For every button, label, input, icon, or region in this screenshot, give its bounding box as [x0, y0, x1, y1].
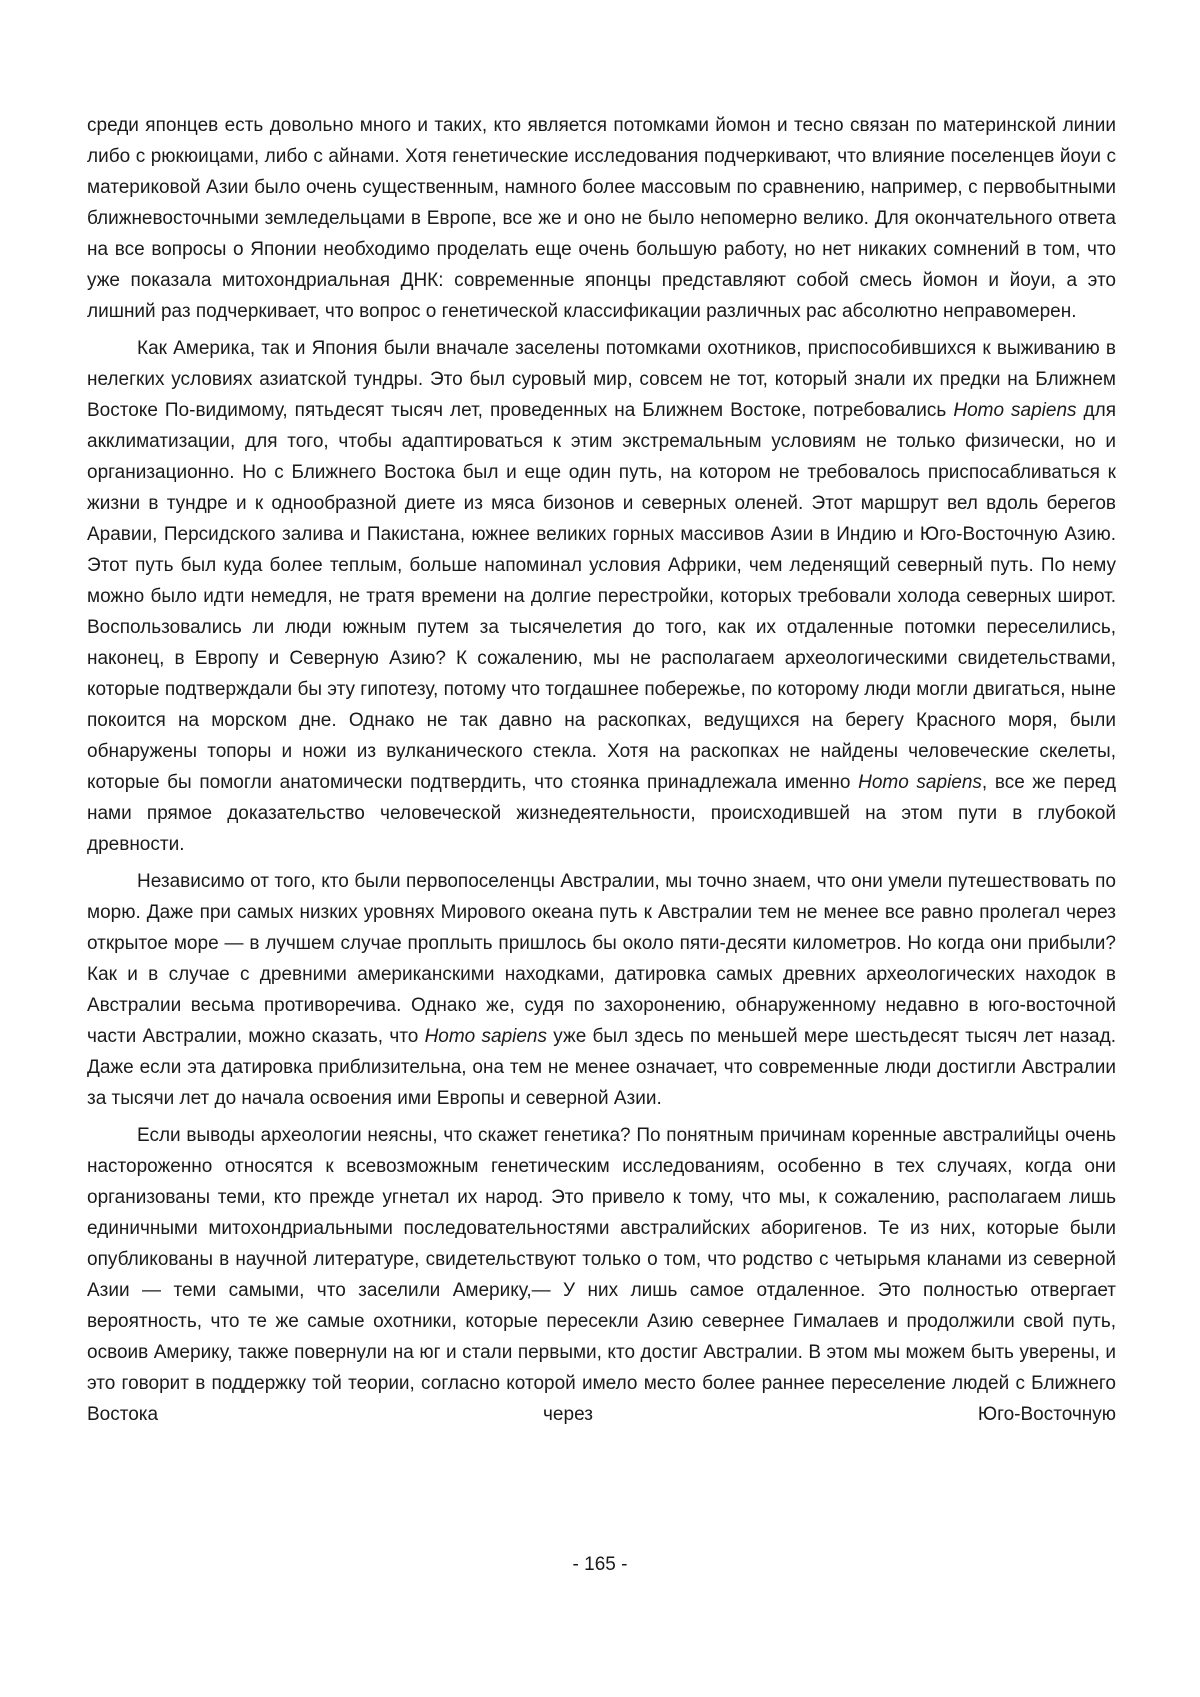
italic-term: Homo sapiens — [424, 1026, 547, 1047]
page-number: - 165 - — [572, 1554, 628, 1575]
italic-term: Homo sapiens — [953, 400, 1077, 421]
paragraph-2 — [87, 333, 1116, 860]
paragraph-3 — [87, 866, 1116, 1114]
text-run: среди японцев есть довольно много и таких, кто является потомками йомон и тесно связан по материнской линии либо с рюкюицами, либо с айнами. Хотя генетические исследования подчеркивают, что влияние поселенцев йоуи с материковой Азии было очень существенным, намного более массовым по сравнению, например, с первобытными ближневосточными земледельцами в Европе, все же и оно не было непомерно велико. Для окончательного ответа на все вопросы о Японии необходимо проделать еще очень большую работу, но нет никаких сомнений в том, что уже показала митохондриальная ДНК: современные японцы представляют собой смесь йомон и йоуи, а это лишний раз подчеркивает, что вопрос о генетической классификации различных рас абсолютно неправомерен. — [87, 115, 1116, 322]
paragraph-1 — [87, 110, 1116, 327]
body-text — [87, 110, 1116, 1430]
text-run: Если выводы археологии неясны, что скажет генетика? По понятным причинам коренные австралийцы очень настороженно относятся к всевозможным генетическим исследованиям, особенно в тех случаях, когда они организованы теми, кто прежде угнетал их народ. Это привело к тому, что мы, к сожалению, располагаем лишь единичными митохондриальными последовательностями австралийских аборигенов. Те из них, которые были опубликованы в научной литературе, свидетельствуют только о том, что родство с четырьмя кланами из северной Азии — теми самыми, что заселили Америку,— У них лишь самое отдаленное. Это полностью отвергает вероятность, что те же самые охотники, которые пересекли Азию севернее Гималаев и продолжили свой путь, освоив Америку, также повернули на юг и стали первыми, кто достиг Австралии. В этом мы можем быть уверены, и это говорит в поддержку той теории, согласно которой имело место более раннее переселение людей с Ближнего Востока через Юго-Восточную — [87, 1125, 1116, 1425]
text-run: уже был здесь по меньшей мере шестьдесят тысяч лет назад. Даже если эта датировка приблизительна, она тем не менее означает, что современные люди достигли Австралии за тысячи лет до начала освоения ими Европы и северной Азии. — [87, 1026, 1116, 1109]
text-run: , все же перед нами прямое доказательство человеческой жизнедеятельности, происходившей на этом пути в глубокой древности. — [87, 772, 1117, 855]
text-run: Независимо от того, кто были первопоселенцы Австралии, мы точно знаем, что они умели путешествовать по морю. Даже при самых низких уровнях Мирового океана путь к Австралии тем не менее все равно пролегал через открытое море — в лучшем случае проплыть пришлось бы около пяти-десяти километров. Но когда они прибыли? Как и в случае с древними американскими находками, датировка самых древних археологических находок в Австралии весьма противоречива. Однако же, судя по захоронению, обнаруженному недавно в юго-восточной части Австралии, можно сказать, что — [87, 871, 1116, 1047]
text-run: Как Америка, так и Япония были вначале заселены потомками охотников, приспособившихся к выживанию в нелегких условиях азиатской тундры. Это был суровый мир, совсем не тот, который знали их предки на Ближнем Востоке По-видимому, пятьдесят тысяч лет, проведенных на Ближнем Востоке, потребовались — [87, 338, 1116, 421]
text-run: для акклиматизации, для того, чтобы адаптироваться к этим экстремальным условиям не только физически, но и организационно. Но с Ближнего Востока был и еще один путь, на котором не требовалось приспосабливаться к жизни в тундре и к однообразной диете из мяса бизонов и северных оленей. Этот маршрут вел вдоль берегов Аравии, Персидского залива и Пакистана, южнее великих горных массивов Азии в Индию и Юго-Восточную Азию. Этот путь был куда более теплым, больше напоминал условия Африки, чем леденящий северный путь. По нему можно было идти немедля, не тратя времени на долгие перестройки, которых требовали холода северных широт. Воспользовались ли люди южным путем за тысячелетия до того, как их отдаленные потомки переселились, наконец, в Европу и Северную Азию? К сожалению, мы не располагаем археологическими свидетельствами, которые подтверждали бы эту гипотезу, потому что тогдашнее побережье, по которому люди могли двигаться, ныне покоится на морском дне. Однако не так давно на раскопках, ведущихся на берегу Красного моря, были обнаружены топоры и ножи из вулканического стекла. Хотя на раскопках не найдены человеческие скелеты, которые бы помогли анатомически подтвердить, что стоянка принадлежала именно — [87, 400, 1117, 793]
paragraph-4 — [87, 1120, 1116, 1430]
italic-term: Homo sapiens — [858, 772, 982, 793]
